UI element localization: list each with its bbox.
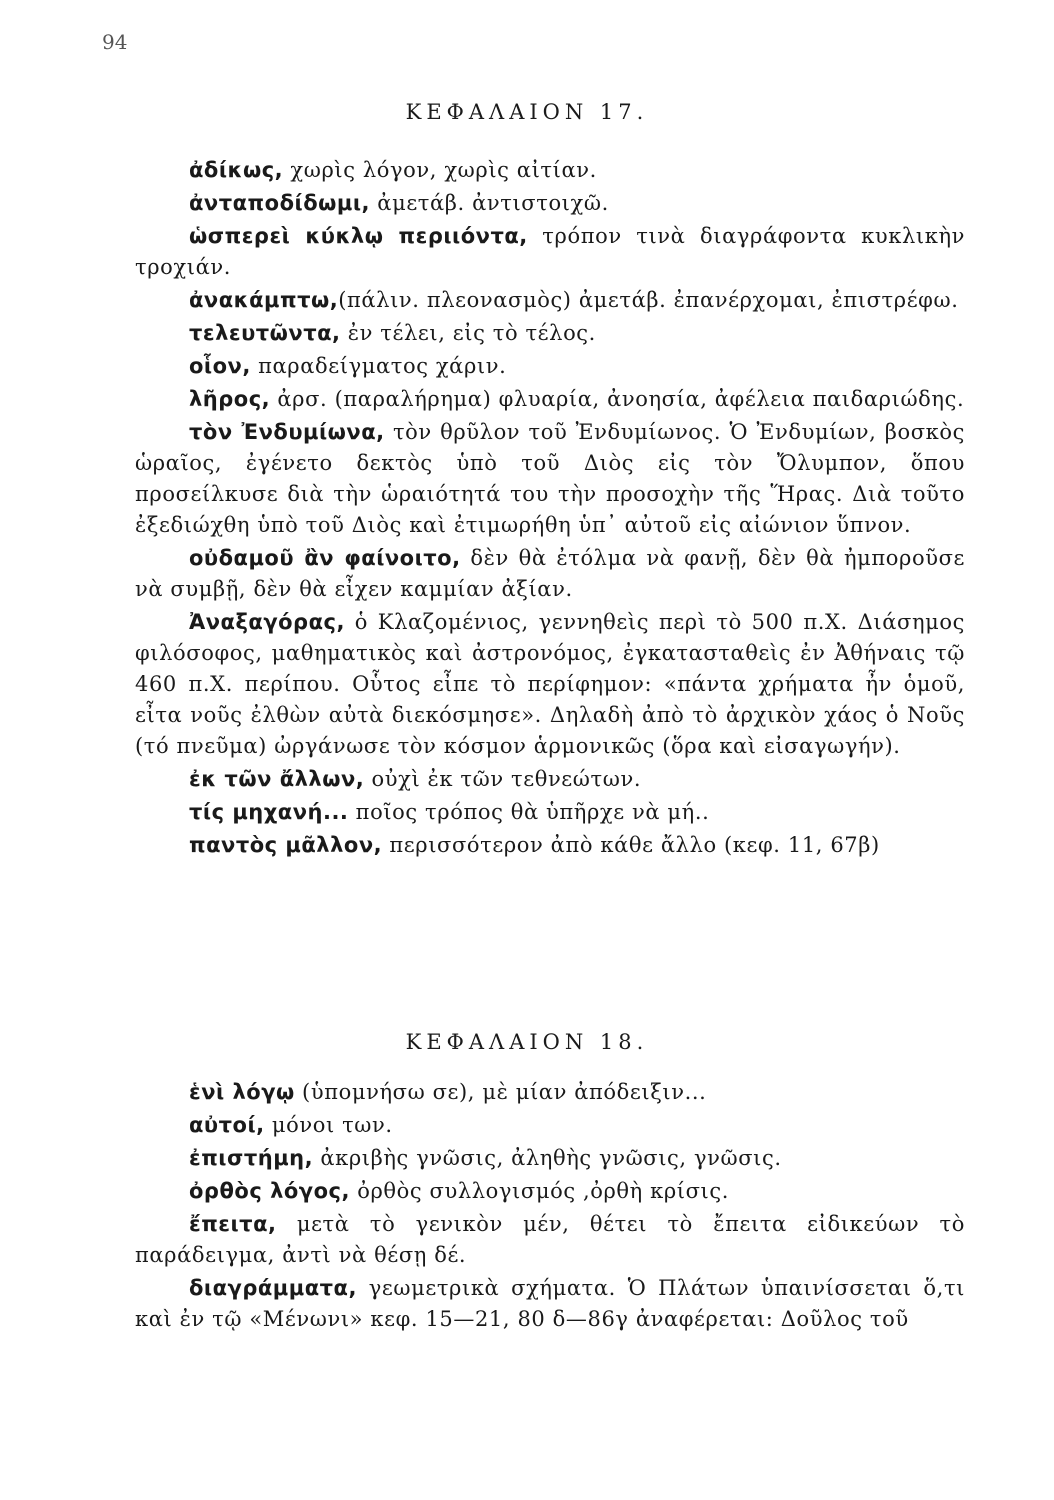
glossary-entry — [135, 1077, 965, 1108]
entry-definition: παραδείγματος χάριν. — [250, 354, 507, 378]
glossary-entry — [135, 155, 965, 186]
entry-lemma: ἀνακάμπτω, — [189, 288, 339, 312]
entry-lemma: ὡσπερεὶ κύκλῳ περιιόντα, — [189, 224, 528, 248]
entry-definition: (πάλιν. πλεονασμὸς) ἀμετάβ. ἐπανέρχομαι, ἐπιστρέφω. — [338, 288, 959, 312]
page-number: 94 — [102, 30, 128, 54]
chapter-heading: ΚΕΦΑΛΑΙΟΝ 18. — [405, 1030, 649, 1054]
entry-definition: τὸν θρῦλον τοῦ Ἐνδυμίωνος. Ὁ Ἐνδυμίων, βοσκὸς ὡραῖος, ἐγένετο δεκτὸς ὑπὸ τοῦ Διὸς εἰς τὸν Ὄλυμπον, ὅπου προσείλκυσε διὰ τὴν ὡραιότητά του τὴν προσοχὴν τῆς Ἥρας. Διὰ τοῦτο ἐξεδιώχθη ὑπὸ τοῦ Διὸς καὶ ἐτιμωρήθη ὑπ᾽ αὐτοῦ εἰς αἰώνιον ὕπνον. — [135, 420, 965, 537]
glossary-entry — [135, 318, 965, 349]
entry-definition: (ὑπομνήσω σε), μὲ μίαν ἀπόδειξιν... — [294, 1080, 707, 1104]
entry-definition: μετὰ τὸ γενικὸν μέν, θέτει τὸ ἔπειτα εἰδικεύων τὸ παράδειγμα, ἀντὶ νὰ θέσῃ δέ. — [135, 1212, 965, 1267]
glossary-entry — [135, 417, 965, 541]
entry-definition: ὀρθὸς συλλογισμός ,ὀρθὴ κρίσις. — [349, 1179, 730, 1203]
glossary-entry — [135, 543, 965, 605]
entry-lemma: διαγράμματα, — [189, 1276, 357, 1300]
entry-lemma: ἀνταποδίδωμι, — [189, 191, 371, 215]
entry-lemma: ὀρθὸς λόγος, — [189, 1179, 350, 1203]
entry-lemma: λῆρος, — [189, 387, 271, 411]
glossary-entry — [135, 384, 965, 415]
glossary-entry — [135, 797, 965, 828]
glossary-entry — [135, 1176, 965, 1207]
entry-definition: τρόπον τινὰ διαγράφοντα κυκλικὴν τροχιάν. — [135, 224, 966, 279]
glossary-entry — [135, 607, 965, 762]
glossary-entry — [135, 221, 965, 283]
entry-definition: περισσότερον ἀπὸ κάθε ἄλλο (κεφ. 11, 67β) — [382, 833, 880, 857]
glossary-entry — [135, 764, 965, 795]
entry-lemma: ἐπιστήμη, — [189, 1146, 314, 1170]
glossary-section — [135, 1077, 965, 1335]
entry-definition: χωρὶς λόγον, χωρὶς αἰτίαν. — [283, 158, 597, 182]
chapter-heading: ΚΕΦΑΛΑΙΟΝ 17. — [405, 100, 649, 124]
glossary-entry — [135, 188, 965, 219]
entry-definition: ἀκριβὴς γνῶσις, ἀληθὴς γνῶσις, γνῶσις. — [313, 1146, 782, 1170]
entry-lemma: Ἀναξαγόρας, — [189, 610, 345, 634]
entry-definition: δὲν θὰ ἐτόλμα νὰ φανῇ, δὲν θὰ ἠμποροῦσε νὰ συμβῇ, δὲν θὰ εἶχεν καμμίαν ἀξίαν. — [135, 546, 965, 601]
glossary-entry — [135, 1209, 965, 1271]
glossary-entry — [135, 1110, 965, 1141]
glossary-section — [135, 155, 965, 861]
glossary-entry — [135, 1273, 965, 1335]
glossary-entry — [135, 1143, 965, 1174]
entry-lemma: αὐτοί, — [189, 1113, 265, 1137]
entry-lemma: παντὸς μᾶλλον, — [189, 833, 383, 857]
entry-lemma: τελευτῶντα, — [189, 321, 341, 345]
glossary-entry — [135, 830, 965, 861]
glossary-entry — [135, 285, 965, 316]
entry-lemma: ἐκ τῶν ἄλλων, — [189, 767, 365, 791]
entry-lemma: τὸν Ἐνδυμίωνα, — [189, 420, 385, 444]
entry-definition: μόνοι των. — [264, 1113, 393, 1137]
entry-definition: ποῖος τρόπος θὰ ὑπῆρχε νὰ μή.. — [348, 800, 710, 824]
entry-lemma: οἷον, — [189, 354, 251, 378]
glossary-entry — [135, 351, 965, 382]
entry-definition: οὐχὶ ἐκ τῶν τεθνεώτων. — [364, 767, 642, 791]
entry-lemma: ἔπειτα, — [189, 1212, 277, 1236]
entry-lemma: ἑνὶ λόγῳ — [189, 1080, 295, 1104]
entry-definition: ἐν τέλει, εἰς τὸ τέλος. — [340, 321, 596, 345]
entry-lemma: ἀδίκως, — [189, 158, 284, 182]
entry-definition: ἀμετάβ. ἀντιστοιχῶ. — [370, 191, 609, 215]
entry-definition: ὁ Κλαζομένιος, γεννηθεὶς περὶ τὸ 500 π.Χ. Διάσημος φιλόσοφος, μαθηματικὸς καὶ ἀστρονόμος, ἐγκατασταθεὶς ἐν Ἀθήναις τῷ 460 π.Χ. περίπου. Οὗτος εἶπε τὸ περίφημον: «πάντα χρήματα ἦν ὁμοῦ, εἶτα νοῦς ἐλθὼν αὐτὰ διεκόσμησε». Δηλαδὴ ἀπὸ τὸ ἀρχικὸν χάος ὁ Νοῦς (τό πνεῦμα) ὠργάνωσε τὸν κόσμον ἁρμονικῶς (ὅρα καὶ εἰσαγωγήν). — [135, 610, 965, 758]
entry-lemma: οὐδαμοῦ ἂν φαίνοιτο, — [189, 546, 461, 570]
entry-definition: γεωμετρικὰ σχήματα. Ὁ Πλάτων ὑπαινίσσεται ὅ,τι καὶ ἐν τῷ «Μένωνι» κεφ. 15—21, 80 δ—86γ ἀναφέρεται: Δοῦλος τοῦ — [135, 1276, 965, 1331]
entry-definition: ἀρσ. (παραλήρημα) φλυαρία, ἀνοησία, ἀφέλεια παιδαριώδης. — [270, 387, 965, 411]
entry-lemma: τίς μηχανή... — [189, 800, 349, 824]
